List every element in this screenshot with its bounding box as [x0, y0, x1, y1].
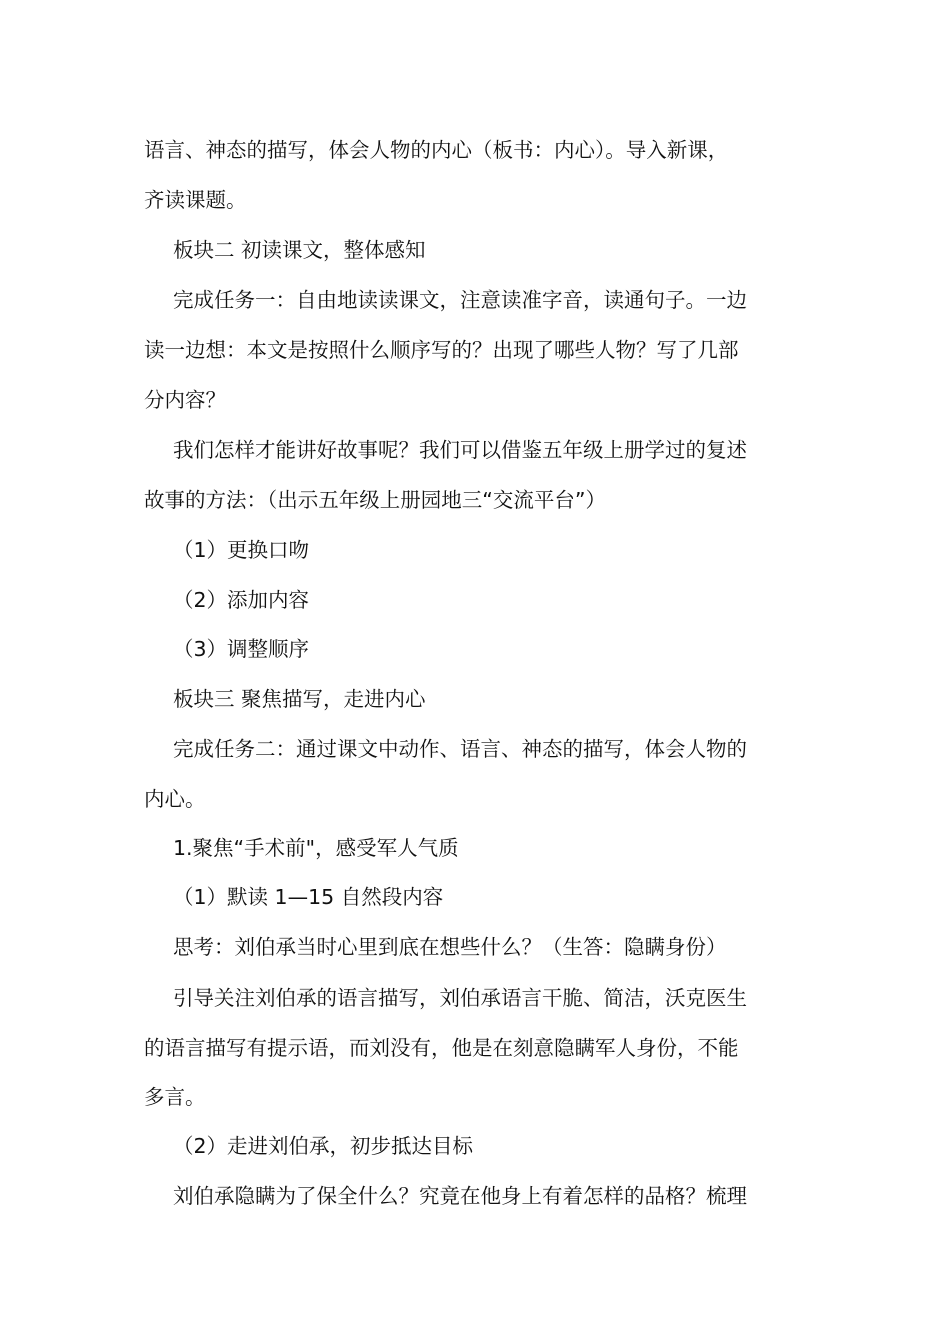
- paragraph-line: 完成任务一：自由地读读课文，注意读准字音，读通句子。一边: [173, 288, 747, 312]
- paragraph-line: 语言、神态的描写，体会人物的内心（板书：内心）。导入新课，: [144, 138, 729, 162]
- paragraph-line: 刘伯承隐瞒为了保全什么？究竟在他身上有着怎样的品格？梳理: [173, 1184, 747, 1208]
- list-item: （2）添加内容: [173, 588, 310, 612]
- paragraph-line: 我们怎样才能讲好故事呢？我们可以借鉴五年级上册学过的复述: [173, 438, 747, 462]
- paragraph-line: 内心。: [144, 787, 206, 811]
- paragraph-line: 故事的方法：（出示五年级上册园地三“交流平台”）: [144, 488, 606, 512]
- list-item: （2）走进刘伯承，初步抵达目标: [173, 1134, 474, 1158]
- paragraph-line: 完成任务二：通过课文中动作、语言、神态的描写，体会人物的: [173, 737, 747, 761]
- paragraph-line: 思考：刘伯承当时心里到底在想些什么？（生答：隐瞒身份）: [173, 935, 727, 959]
- paragraph-line: 读一边想：本文是按照什么顺序写的？出现了哪些人物？写了几部: [144, 338, 739, 362]
- subheading: 1.聚焦“手术前"，感受军人气质: [173, 836, 459, 860]
- list-item: （3）调整顺序: [173, 637, 310, 661]
- paragraph-line: 齐读课题。: [144, 188, 247, 212]
- paragraph-line: 的语言描写有提示语，而刘没有，他是在刻意隐瞒军人身份，不能: [144, 1036, 739, 1060]
- paragraph-line: 引导关注刘伯承的语言描写，刘伯承语言干脆、简洁，沃克医生: [173, 986, 747, 1010]
- section-heading: 板块三 聚焦描写，走进内心: [173, 687, 426, 711]
- section-heading: 板块二 初读课文，整体感知: [173, 238, 426, 262]
- paragraph-line: 多言。: [144, 1085, 206, 1109]
- list-item: （1）更换口吻: [173, 538, 310, 562]
- list-item: （1）默读 1—15 自然段内容: [173, 885, 444, 909]
- paragraph-line: 分内容？: [144, 388, 226, 412]
